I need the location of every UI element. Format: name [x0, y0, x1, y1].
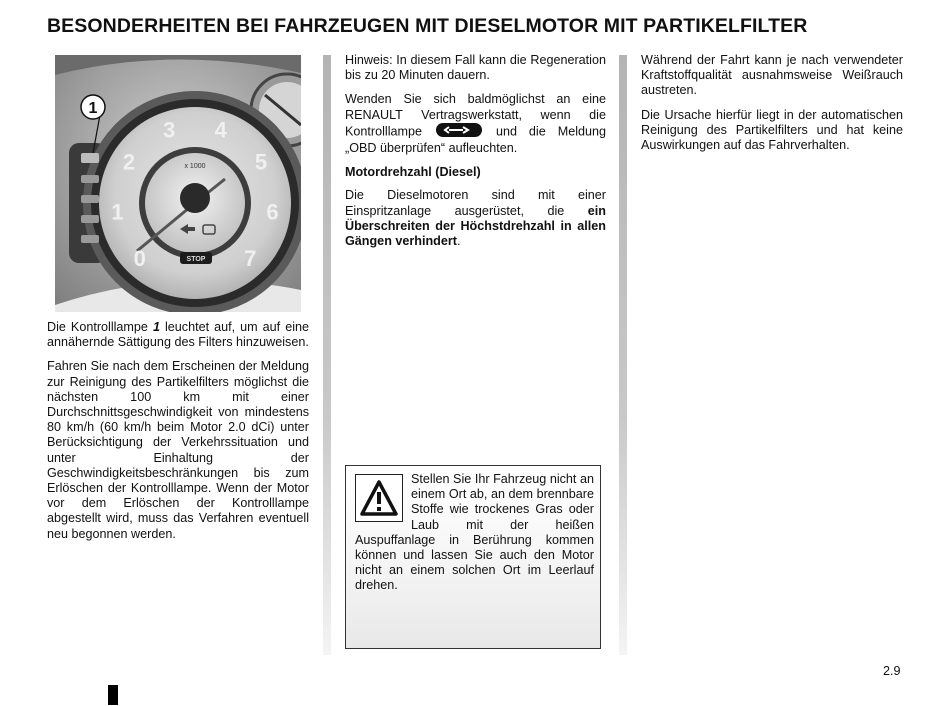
dial-number: 1: [111, 199, 124, 225]
emphasis-text: ein Überschreiten der Höchstdrehzahl in allen Gängen verhindert: [345, 203, 606, 249]
column-divider-left: [323, 55, 331, 655]
warning-box: [345, 465, 601, 649]
paragraph-engine-speed: [345, 188, 606, 249]
dial-number: 4: [214, 117, 227, 143]
dial-number: 3: [163, 117, 176, 143]
text-fragment: leuchtet auf, um auf eine annähernde Sättigung des Filters hinzuweisen.: [47, 320, 310, 350]
text-fragment: Die Kontrolllampe: [47, 320, 153, 334]
warning-text: Stellen Sie Ihr Fahrzeug nicht an einem Ort ab, an dem brennbare Stoffe wie trockenes Gras oder Laub mit der heißen Auspuffanlage in Berührung kommen können und lassen Sie auch den Motor nicht an einem solchen Ort im Leerlauf drehen.: [355, 472, 594, 593]
service-wrench-icon: [436, 123, 482, 141]
dial-number: 7: [244, 246, 257, 272]
column-1: [47, 320, 309, 551]
callout-number: 1: [88, 100, 98, 117]
stop-label: STOP: [186, 256, 206, 263]
dial-unit-label: x 1000: [184, 163, 206, 170]
section-heading-engine-speed: Motordrehzahl (Diesel): [345, 165, 481, 180]
text-fragment: .: [456, 234, 461, 249]
instrument-cluster-figure: [55, 55, 301, 312]
warning-triangle-icon: [355, 474, 403, 522]
section-tab-marker: [108, 685, 118, 705]
column-divider-right: [619, 55, 627, 655]
dial-number: 5: [254, 149, 268, 175]
dial-number: 6: [266, 199, 279, 225]
tachometer-illustration: [55, 55, 301, 312]
paragraph-white-smoke: Während der Fahrt kann je nach verwendeter Kraftstoffqualität ausnahmsweise Weißrauch austreten.: [641, 53, 903, 98]
column-2: [345, 53, 606, 258]
paragraph-workshop: [345, 92, 606, 156]
dial-number: 2: [122, 149, 136, 175]
text-fragment: Die Dieselmotoren sind mit einer Einspritzanlage ausgerüstet, die: [345, 188, 606, 218]
paragraph-cause: Die Ursache hierfür liegt in der automatischen Reinigung des Partikelfilters und hat keine Auswirkungen auf das Fahrverhalten.: [641, 107, 903, 153]
paragraph-note: Hinweis: In diesem Fall kann die Regeneration bis zu 20 Minuten dauern.: [345, 53, 606, 83]
page-number: 2.9: [883, 664, 901, 678]
text-fragment: und die Meldung „OBD überprüfen“ aufleuchten.: [345, 124, 607, 156]
lamp-reference: 1: [152, 320, 160, 334]
particle-filter-lamp-icon: [81, 153, 99, 163]
dial-number: 0: [133, 246, 146, 272]
page-title: BESONDERHEITEN BEI FAHRZEUGEN MIT DIESELMOTOR MIT PARTIKELFILTER: [47, 15, 808, 37]
column-3: [641, 53, 903, 162]
paragraph-cleaning-procedure: Fahren Sie nach dem Erscheinen der Meldung zur Reinigung des Partikelfilters möglichst die nächsten 100 km mit einer Durchschnittsgeschwindigkeit von mindestens 80 km/h (60 km/h beim Motor 2.0 dCi) unter Berücksichtigung der Verkehrssituation und unter Einhaltung der Geschwindigkeitsbeschränkungen bis zum Erlöschen der Kontrolllampe. Wenn der Motor vor dem Erlöschen der Kontrolllampe abgestellt wird, muss das Verfahren eventuell neu begonnen werden.: [47, 359, 309, 541]
text-fragment: Wenden Sie sich baldmöglichst an eine RENAULT Vertragswerkstatt, wenn die Kontrolllampe: [345, 92, 606, 139]
paragraph-lamp-1: [47, 320, 309, 350]
